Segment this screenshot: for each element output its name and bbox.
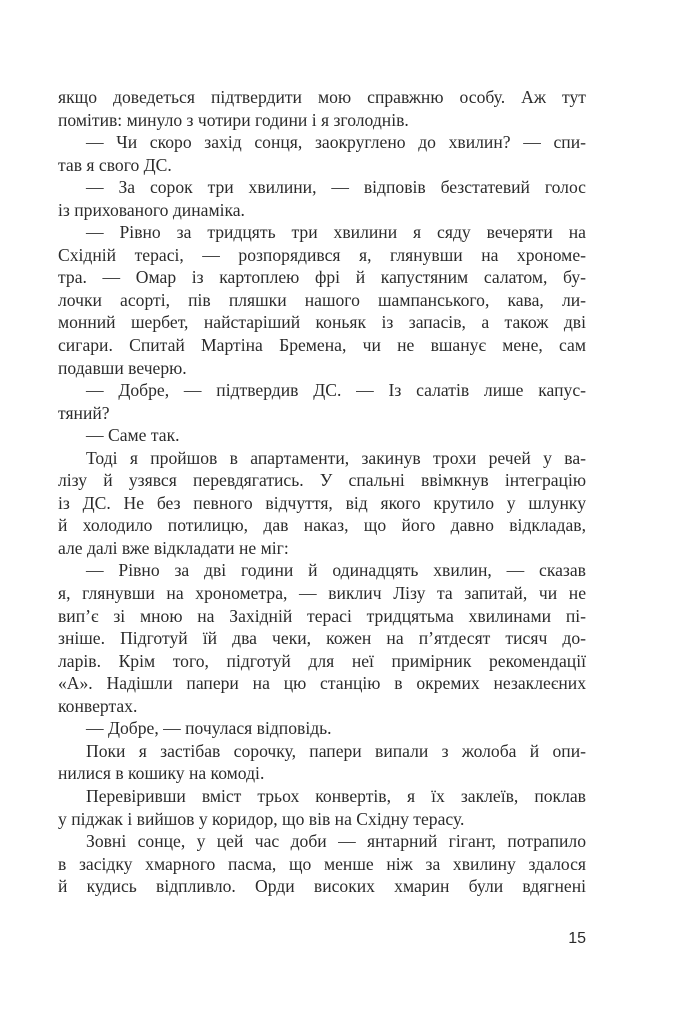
text-line: — Добре, — підтвердив ДС. — Із салатів лише капус- xyxy=(86,380,586,401)
paragraph xyxy=(58,717,586,740)
text-line: із ДС. Не без певного відчуття, від якого крутило у шлунку xyxy=(58,492,586,513)
text-line: тав я свого ДС. xyxy=(58,154,172,175)
page-number: 15 xyxy=(568,930,586,947)
text-line: тра. — Омар із картоплею фрі й капустяним салатом, бу- xyxy=(58,267,586,288)
text-line: «А». Надішли папери на цю станцію в окремих незаклеєних xyxy=(58,673,586,694)
text-line: в засідку хмарного пасма, що менше ніж за хвилину здалося xyxy=(58,853,586,874)
text-line: — За сорок три хвилини, — відповів безстатевий голос xyxy=(86,177,586,198)
text-line: — Рівно за тридцять три хвилини я сяду вечеряти на xyxy=(86,222,586,243)
text-line: якщо доведеться підтвердити мою справжню особу. Аж тут xyxy=(58,87,586,107)
paragraph xyxy=(58,830,586,898)
paragraph xyxy=(58,131,586,176)
text-line: Поки я застібав сорочку, папери випали з жолоба й опи- xyxy=(86,740,586,761)
paragraph xyxy=(58,86,586,131)
text-line: із прихованого динаміка. xyxy=(58,199,245,220)
text-line: нилися в кошику на комоді. xyxy=(58,763,265,784)
text-line: помітив: минуло з чотири години і я зголоднів. xyxy=(58,109,409,130)
text-line: Східній терасі, — розпорядився я, глянувши на хрономе- xyxy=(58,244,586,265)
text-line: — Чи скоро захід сонця, заокруглено до хвилин? — спи- xyxy=(86,132,586,153)
paragraph xyxy=(58,447,586,560)
paragraph xyxy=(58,559,586,717)
text-line: сигари. Спитай Мартіна Бремена, чи не вшанує мене, сам xyxy=(58,335,586,356)
paragraph xyxy=(58,740,586,785)
text-line: я, глянувши на хронометра, — виклич Лізу та запитай, чи не xyxy=(58,583,586,604)
paragraph xyxy=(58,221,586,379)
text-line: лочки асорті, пів пляшки нашого шампанського, кава, ли- xyxy=(58,289,586,310)
text-line: лізу й узявся перевдягатись. У спальні ввімкнув інтеграцію xyxy=(58,470,586,491)
text-line: Зовні сонце, у цей час доби — янтарний гігант, потрапило xyxy=(86,831,586,852)
text-line: — Рівно за дві години й одинадцять хвилин, — сказав xyxy=(86,560,586,581)
text-line: Тоді я пройшов в апартаменти, закинув трохи речей у ва- xyxy=(86,447,586,468)
paragraph xyxy=(58,379,586,424)
text-line: й холодило потилицю, дав наказ, що його давно відкладав, xyxy=(58,515,586,536)
paragraph xyxy=(58,785,586,830)
text-line: монний шербет, найстаріший коньяк із запасів, а також дві xyxy=(58,312,586,333)
text-line: конвертах. xyxy=(58,695,138,716)
text-line: але далі вже відкладати не міг: xyxy=(58,537,289,558)
text-line: — Добре, — почулася відповідь. xyxy=(86,718,332,739)
text-line: й кудись відпливло. Орди високих хмарин були вдягнені xyxy=(58,876,586,897)
body-text xyxy=(58,86,586,898)
text-line: вип’є зі мною на Західній терасі тридцятьма хвилинами пі- xyxy=(58,605,586,626)
text-line: у піджак і вийшов у коридор, що вів на Східну терасу. xyxy=(58,808,465,829)
paragraph xyxy=(58,424,586,447)
text-line: ларів. Крім того, підготуй для неї примірник рекомендації xyxy=(58,650,586,671)
text-line: тяний? xyxy=(58,402,110,423)
text-line: зніше. Підготуй їй два чеки, кожен на п’ятдесят тисяч до- xyxy=(58,628,586,649)
text-line: — Саме так. xyxy=(86,425,180,446)
paragraph xyxy=(58,176,586,221)
text-line: подавши вечерю. xyxy=(58,357,187,378)
text-line: Перевіривши вміст трьох конвертів, я їх заклеїв, поклав xyxy=(86,785,586,806)
